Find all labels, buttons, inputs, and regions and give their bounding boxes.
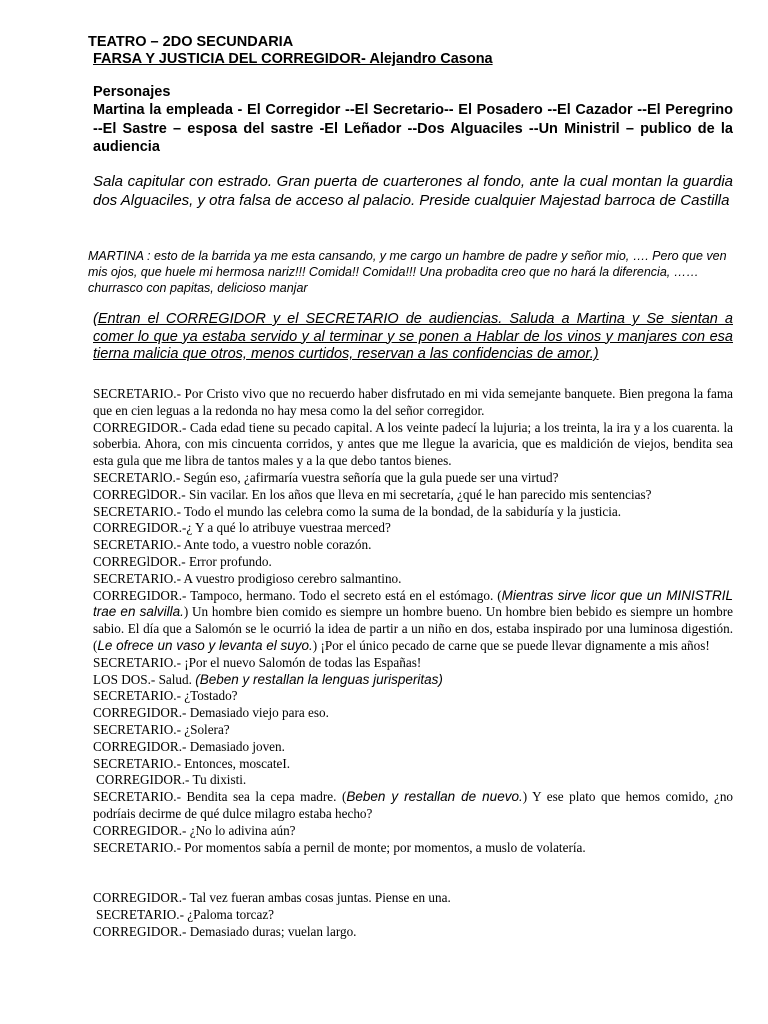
dialog-line: SECRETARIO.- Ante todo, a vuestro noble corazón. [93,537,372,553]
stage-direction: (Entran el CORREGIDOR y el SECRETARIO de audiencias. Saluda a Martina y Se sientan a comer lo que ya estaba servido y al terminar y se ponen a Hablar de los vinos y manjares con esa tierna malicia que otros, menos curtidos, reservan a las confidencias de amor.) [93,311,733,362]
setting-description: Sala capitular con estrado. Gran puerta de cuarterones al fondo, ante la cual montan la guardia dos Alguaciles, y otra falsa de acceso al palacio. Preside cualquier Majestad barroca de Castilla [93,173,733,209]
dialog-line: SECRETARIO.- ¿Paloma torcaz? [96,907,275,923]
dialog-line: CORREGIDOR.- ¿No lo adivina aún? [93,822,296,838]
dialog-text: CORREGIDOR.- Tampoco, hermano. Todo el secreto está en el estómago. ( [93,587,502,603]
dialog-line [93,789,733,823]
dialog-line: CORREGIDOR.- Tu dixisti. [96,772,247,788]
dialog-line [93,672,733,689]
dialog-line: SECRETARIO.- Por momentos sabía a pernil de monte; por momentos, a muslo de volatería. [93,839,586,855]
martina-monologue: MARTINA : esto de la barrida ya me esta cansando, y me cargo un hambre de padre y señor mio, …. Pero que ven mis ojos, que huele mi hermosa nariz!!! Comida!! Comida!!! Una probadita creo que no hará la diferencia, …… churrasco con papitas, delicioso manjar [88,249,727,295]
dialog-line: CORREGIDOR.- Demasiado duras; vuelan largo. [93,923,357,939]
play-title: FARSA Y JUSTICIA DEL CORREGIDOR- Alejandro Casona [93,51,493,67]
dialog-line: CORREGlDOR.- Sin vacilar. En los años que lleva en mi secretaría, ¿qué le han parecido mis sentencias? [93,486,652,502]
dialog-line: SECRETARIO.- ¡Por el nuevo Salomón de todas las Españas! [93,654,422,670]
characters-list: Martina la empleada - El Corregidor --El Secretario-- El Posadero --El Cazador --El Peregrino --El Sastre – esposa del sastre -El Leñador --Dos Alguaciles --Un Ministril – publico de la audiencia [93,102,733,155]
dialog-line [93,588,733,655]
dialog-line: CORREGIDOR.- Tal vez fueran ambas cosas juntas. Piense en una. [93,890,451,906]
stage-direction-inline: Le ofrece un vaso y levanta el suyo. [97,637,313,653]
stage-direction-inline: Mientras sirve licor que un MINISTRIL trae en salvilla. [93,587,733,620]
dialog-text: ) Un hombre bien comido es siempre un hombre bueno. Un hombre bien bebido es siempre un hombre sabio. El día que a Salomón se le ocurrió la idea de partir a un niño en dos, estaba inspirado por una luminosa digestión. ( [93,604,734,653]
dialog-line: SECRETARIO.- Entonces, moscateI. [93,755,291,771]
dialog-line: SECRETARIO.- Todo el mundo las celebra como la suma de la bondad, de la sabiduría y la justicia. [93,503,622,519]
dialog-line: CORREGIDOR.- Demasiado joven. [93,738,285,754]
dialog-line: SECRETARlO.- Según eso, ¿afirmaría vuestra señoría que la gula puede ser una virtud? [93,469,559,485]
dialog-block [93,386,733,941]
dialog-line: CORREGlDOR.- Error profundo. [93,553,272,569]
stage-direction-inline: (Beben y restallan la lenguas jurisperitas) [195,671,443,687]
dialog-text: ) Y ese plato que hemos comido, ¿no podríais decirme de qué dulce milagro estaba hecho? [93,789,734,821]
dialog-line: SECRETARIO.- A vuestro prodigioso cerebro salmantino. [93,570,402,586]
dialog-line: CORREGIDOR.- Demasiado viejo para eso. [93,705,329,721]
dialog-line: CORREGIDOR.- Cada edad tiene su pecado capital. A los veinte padecí la lujuria; a los treinta, la ira y a los cuarenta. la soberbia. Ahora, con mis cincuenta corridos, y antes que me llegue la avaricia, que es maldición de viejos, bendita sea esta gula que me libra de tantos males y a la que debo tantos bienes. [93,419,733,469]
dialog-line: SECRETARIO.- ¿Tostado? [93,688,238,704]
dialog-text: LOS DOS.- Salud. [93,671,196,687]
dialog-line: SECRETARIO.- ¿Solera? [93,721,230,737]
spacer [93,856,733,890]
dialog-line: CORREGIDOR.-¿ Y a qué lo atribuye vuestraa merced? [93,520,391,536]
document-title: TEATRO – 2DO SECUNDARIA [88,34,294,50]
characters-heading: Personajes [93,84,171,100]
dialog-text: ) ¡Por el único pecado de carne que se puede llevar dignamente a mis años! [312,637,710,653]
stage-direction-inline: Beben y restallan de nuevo. [346,789,523,805]
dialog-line: SECRETARIO.- Por Cristo vivo que no recuerdo haber disfrutado en mi vida semejante banquete. Bien pregona la fama que en cien leguas a la redonda no hay mesa como la del señor corregidor. [93,386,733,418]
dialog-text: SECRETARIO.- Bendita sea la cepa madre. ( [93,789,347,805]
